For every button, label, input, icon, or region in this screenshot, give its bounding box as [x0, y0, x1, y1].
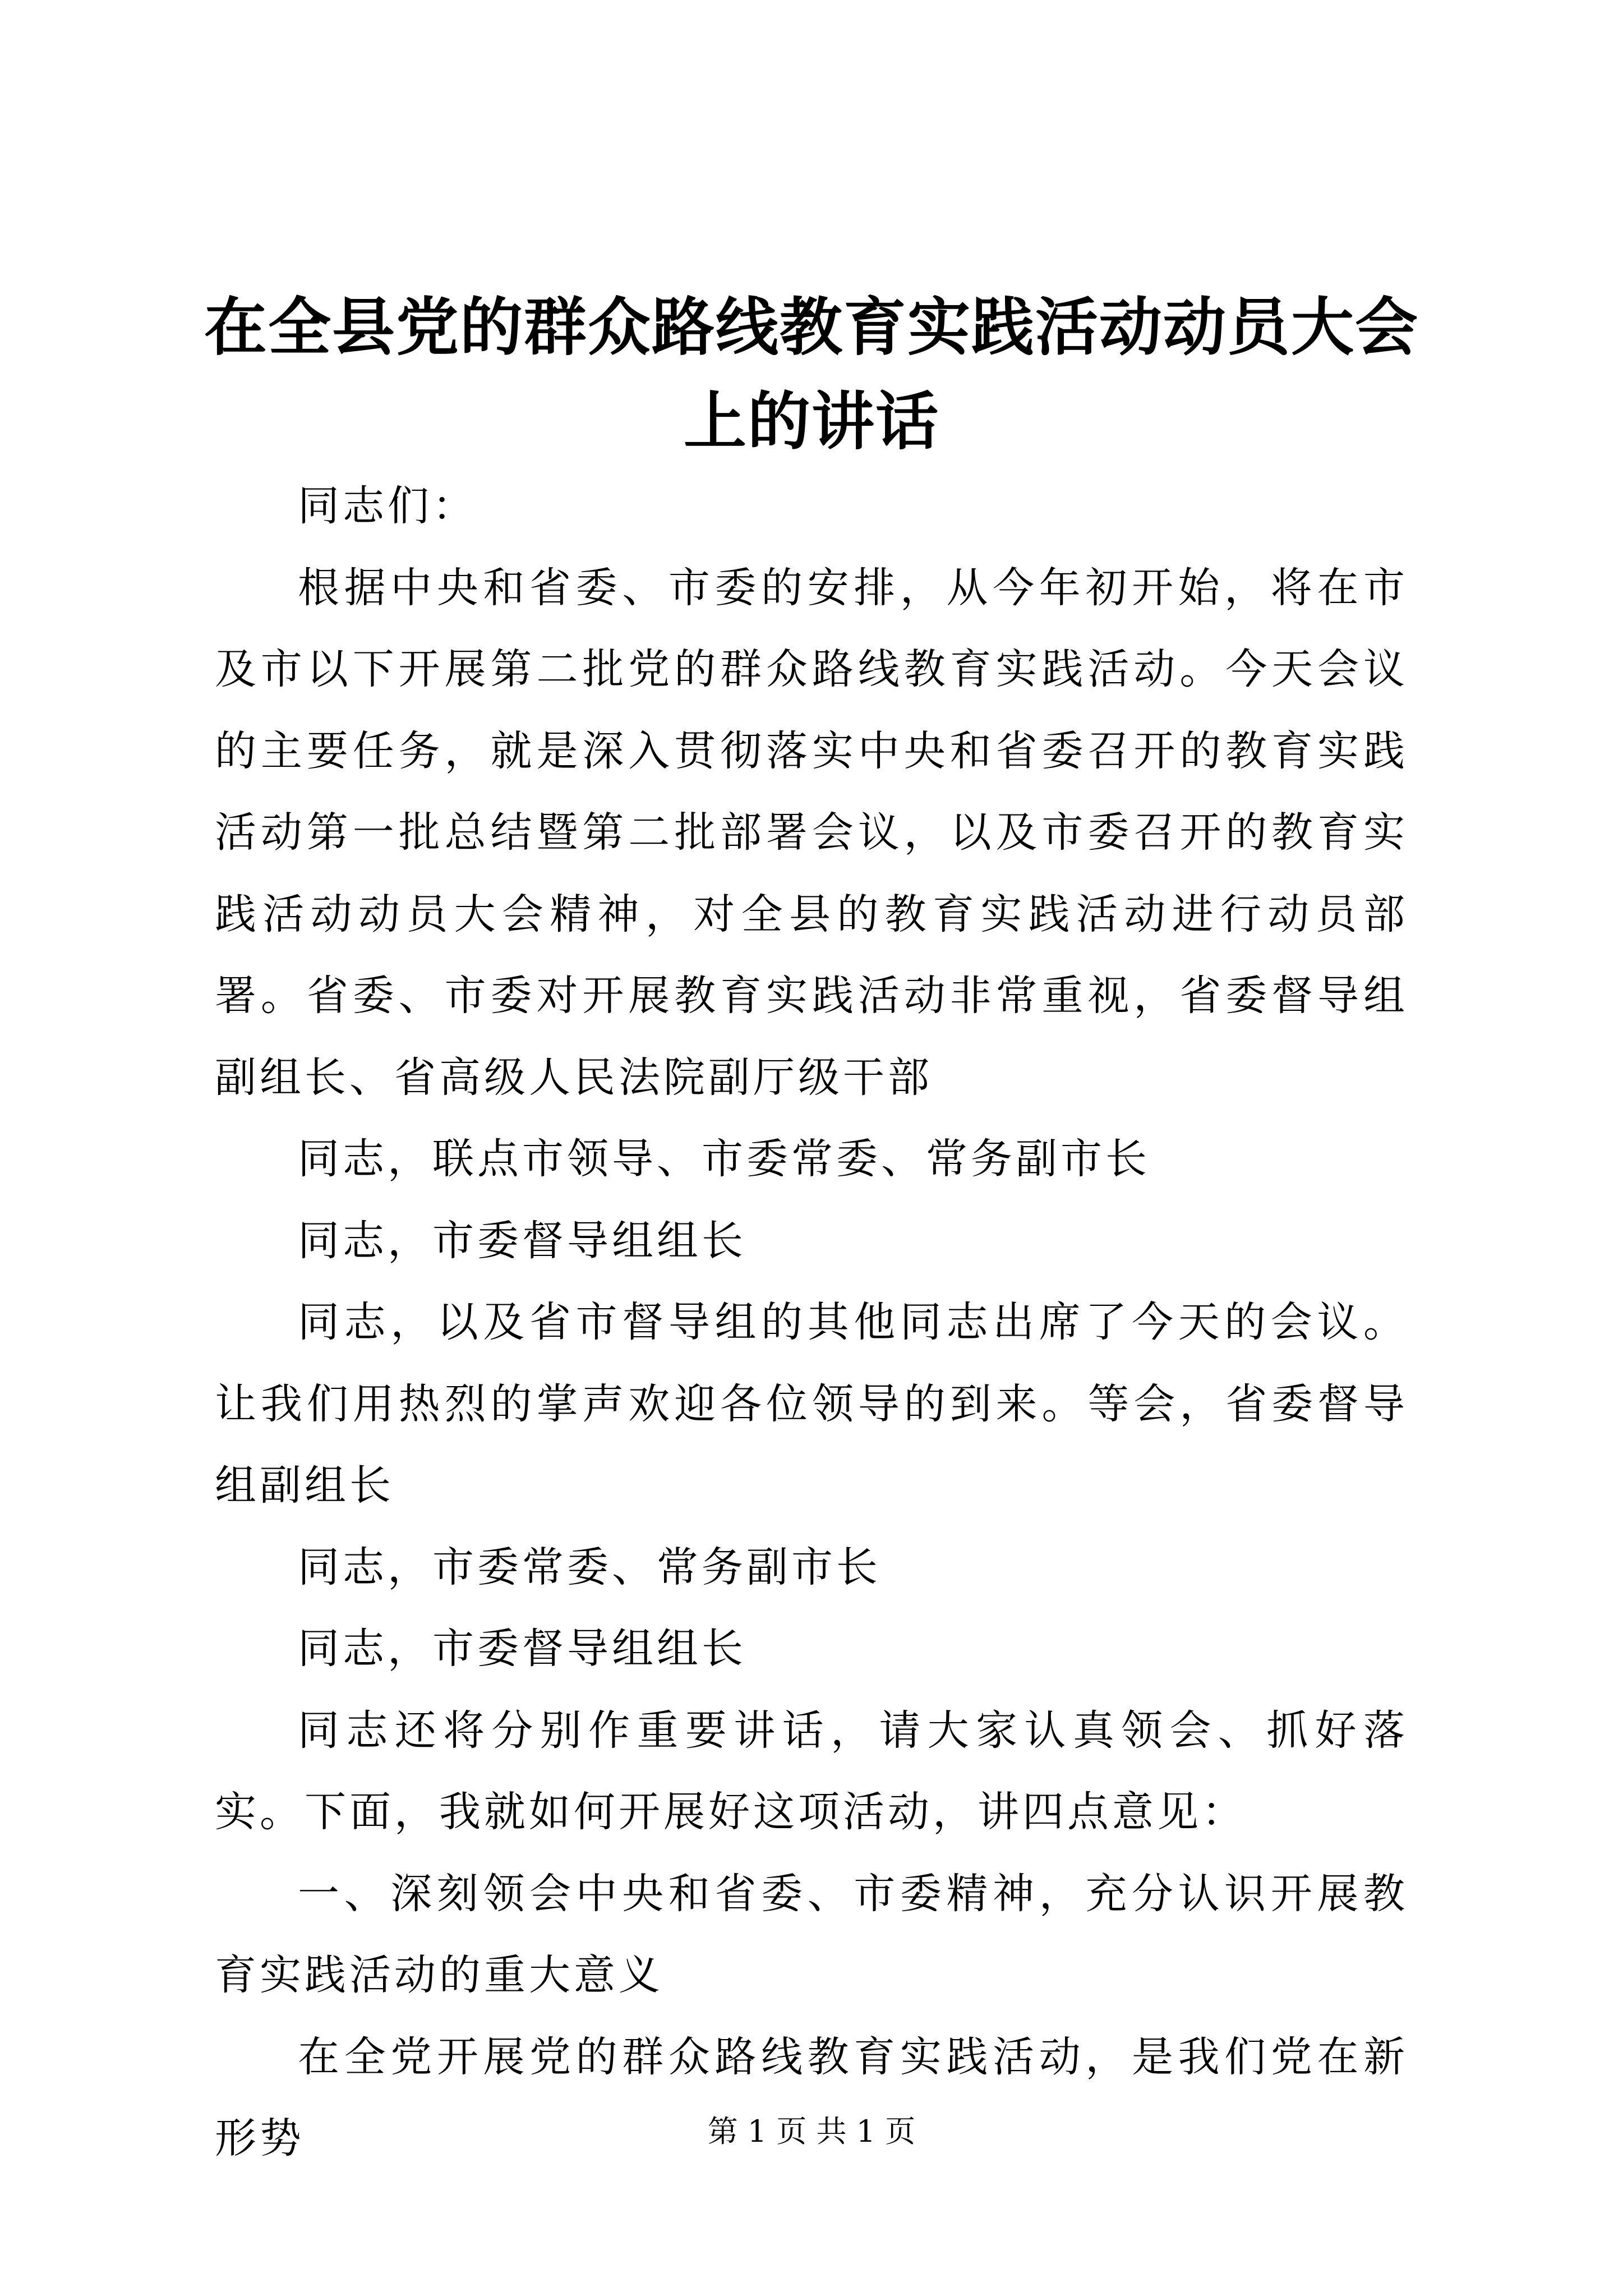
- paragraph-welcome: 同志，以及省市督导组的其他同志出席了今天的会议。让我们用热烈的掌声欢迎各位领导的到来。等会，省委督导组副组长: [215, 1298, 1408, 1510]
- paragraph-leader-3: 同志，市委常委、常务副市长: [298, 1543, 881, 1591]
- paragraph-salutation: 同志们：: [298, 482, 477, 530]
- page-footer: 第 1 页 共 1 页: [707, 2114, 916, 2149]
- paragraph-agenda: 同志还将分别作重要讲话，请大家认真领会、抓好落实。下面，我就如何开展好这项活动，讲四点意见：: [215, 1706, 1408, 1836]
- paragraph-section-1-start: 在全党开展党的群众路线教育实践活动，是我们党在新形势: [215, 2032, 1408, 2162]
- document-title: 在全县党的群众路线教育实践活动动员大会上的讲话: [204, 291, 1419, 458]
- paragraph-leader-1: 同志，联点市领导、市委常委、常务副市长: [298, 1135, 1150, 1183]
- paragraph-leader-2: 同志，市委督导组组长: [298, 1216, 746, 1265]
- section-heading-1: 一、深刻领会中央和省委、市委精神，充分认识开展教育实践活动的重大意义: [215, 1869, 1408, 1999]
- paragraph-intro: 根据中央和省委、市委的安排，从今年初开始，将在市及市以下开展第二批党的群众路线教育实践活动。今天会议的主要任务，就是深入贯彻落实中央和省委召开的教育实践活动第一批总结暨第二批部署会议，以及市委召开的教育实践活动动员大会精神，对全县的教育实践活动进行动员部署。省委、市委对开展教育实践活动非常重视，省委督导组副组长、省高级人民法院副厅级干部: [215, 563, 1408, 1102]
- document-body: [215, 466, 1408, 2180]
- paragraph-leader-4: 同志，市委督导组组长: [298, 1625, 746, 1673]
